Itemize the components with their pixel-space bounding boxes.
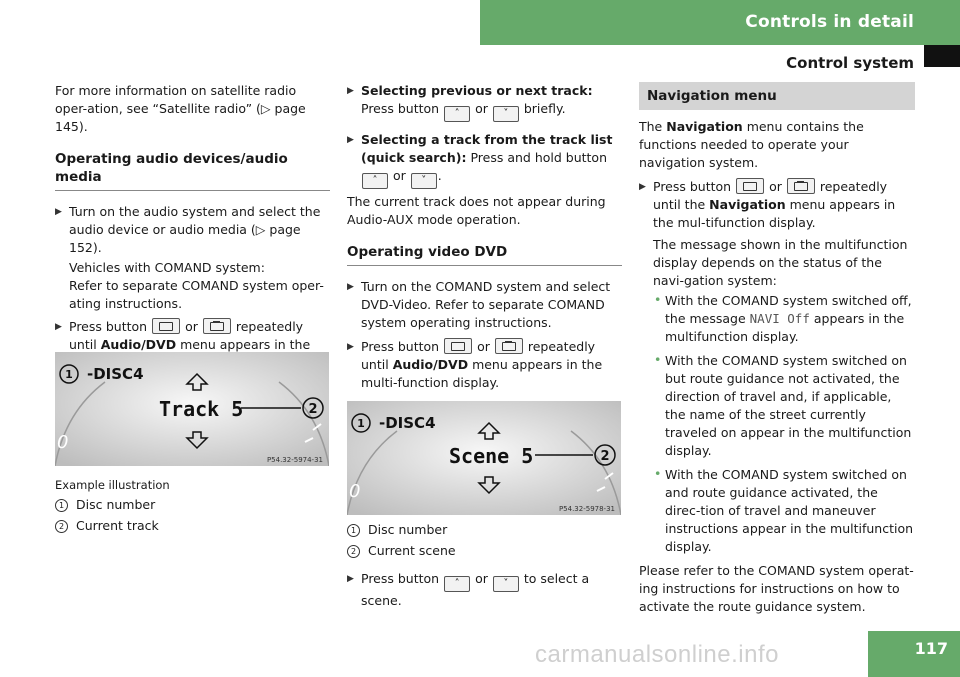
display-back-button-icon: [444, 338, 472, 354]
legend-current-track: 2 Current track: [55, 517, 330, 535]
legend-disc-number: 1 Disc number: [55, 496, 330, 514]
down-button-icon: ˅: [493, 106, 519, 122]
disc-label-text: -DISC4: [87, 365, 144, 383]
section-title: Control system: [786, 54, 914, 72]
legend-disc-number: 1 Disc number: [347, 521, 622, 539]
column-1: [55, 82, 330, 372]
svg-text:2: 2: [308, 402, 318, 417]
callout-2-icon: 2: [55, 520, 68, 533]
multifunction-display-image: [55, 352, 329, 466]
navigation-outro: Please refer to the COMAND system operat-ing instructions for instructions on how to activate the route guidance system.: [639, 563, 914, 614]
page-number: 117: [914, 639, 948, 658]
track-label-text: Track 5: [159, 397, 244, 421]
svg-text:1: 1: [357, 417, 365, 430]
section-tab: [924, 45, 960, 67]
legend-current-scene: 2 Current scene: [347, 542, 622, 560]
up-button-icon: ˄: [444, 576, 470, 592]
watermark-text: carmanualsonline.info: [535, 641, 779, 668]
callout-2-icon: 2: [347, 545, 360, 558]
display-back-button-icon: [736, 178, 764, 194]
scene-label-text: Scene 5: [449, 444, 534, 468]
heading-video-dvd: Operating video DVD: [347, 243, 622, 266]
heading-navigation-menu: Navigation menu: [639, 82, 915, 110]
track-display-illustration: [55, 352, 329, 466]
column-2-legend: [347, 521, 622, 610]
arrow-icon: ▶: [347, 135, 354, 145]
aux-note: The current track does not appear during Audio-AUX mode operation.: [347, 194, 606, 227]
svg-text:P54.32-5974-31: P54.32-5974-31: [266, 456, 323, 464]
callout-1-icon: 1: [347, 524, 360, 537]
down-button-icon: ˅: [493, 576, 519, 592]
step-select-scene: ▶ Press button ˄ or ˅ to select a scene.: [347, 571, 590, 608]
display-forward-button-icon: [495, 338, 523, 354]
chapter-title: Controls in detail: [745, 12, 914, 32]
status-item-no-guidance: • With the COMAND system switched on but route guidance not activated, the direction of travel and, if applicable, the name of the street currently traveled on appear in the multifunction display.: [654, 352, 912, 458]
arrow-icon: ▶: [347, 574, 354, 584]
step-turn-on-comand: ▶ Turn on the COMAND system and select DVD-Video. Refer to separate COMAND system operating instructions.: [347, 279, 611, 330]
column-3: [639, 82, 915, 616]
column-1-caption: [55, 476, 330, 535]
display-forward-button-icon: [787, 178, 815, 194]
intro-text: For more information on satellite radio oper-ation, see “Satellite radio” (▷ page 145).: [55, 83, 306, 134]
arrow-icon: ▶: [639, 182, 646, 192]
navigation-intro: The Navigation menu contains the functions needed to operate your navigation system.: [639, 119, 864, 170]
svg-text:0: 0: [57, 432, 69, 453]
callout-1-icon: 1: [55, 499, 68, 512]
svg-text:2: 2: [600, 449, 610, 464]
heading-audio: Operating audio devices/audio media: [55, 150, 330, 191]
bullet-dot-icon: •: [654, 352, 662, 367]
disc-label-text: -DISC4: [379, 414, 436, 432]
svg-text:0: 0: [349, 481, 361, 502]
display-back-button-icon: [152, 318, 180, 334]
bullet-dot-icon: •: [654, 292, 662, 307]
display-forward-button-icon: [203, 318, 231, 334]
step-press-button: ▶ Press button or repeatedly until Audio/DVD menu appears in the: [55, 319, 311, 352]
down-button-icon: ˅: [411, 173, 437, 189]
up-button-icon: ˄: [444, 106, 470, 122]
arrow-icon: ▶: [347, 86, 354, 96]
arrow-icon: ▶: [347, 282, 354, 292]
step-select-track: ▶ Selecting previous or next track: Press button ˄ or ˅ briefly.: [347, 82, 622, 122]
svg-text:1: 1: [65, 368, 73, 381]
up-button-icon: ˄: [362, 173, 388, 189]
bullet-dot-icon: •: [654, 466, 662, 481]
step-quick-search: ▶ Selecting a track from the track list (quick search): Press and hold button ˄ or ˅ .: [347, 131, 622, 189]
arrow-icon: ▶: [55, 207, 62, 217]
svg-text:P54.32-5978-31: P54.32-5978-31: [558, 505, 615, 513]
column-2: [347, 82, 622, 392]
multifunction-display-image: [347, 401, 621, 515]
arrow-icon: ▶: [55, 322, 62, 332]
step-turn-on-audio: ▶ Turn on the audio system and select the audio device or audio media (▷ page 152). Vehicles with COMAND system: Refer to separate COMAND system oper-ating instructions.: [55, 204, 324, 311]
scene-display-illustration: [347, 401, 621, 515]
step-press-button-dvd: ▶ Press button or repeatedly until Audio/DVD menu appears in the multi-function display.: [347, 339, 603, 390]
arrow-icon: ▶: [347, 342, 354, 352]
status-item-off: • With the COMAND system switched off, the message NAVI Off appears in the multifunction display.: [654, 292, 912, 344]
example-caption: Example illustration: [55, 478, 170, 492]
status-item-guidance: • With the COMAND system switched on and route guidance activated, the direc-tion of travel and maneuver instructions appear in the multifunction display.: [654, 466, 914, 554]
step-press-button-nav: ▶ Press button or repeatedly until the Navigation menu appears in the mul-tifunction display. The message shown in the multifunction display depends on the status of the navi-gation system: • With the COMAND system switched off, the message NAVI Off appears in the multifunction display. • With the COMAND system switched on but route guidance not activated, the direction of travel and, if applicable, the name of the street currently traveled on appear in the multifunction display. • With the COMAND system switched on and route guidance activated, the direc-tion of travel and maneuver instructions appear in the multifunction display.: [639, 179, 914, 554]
